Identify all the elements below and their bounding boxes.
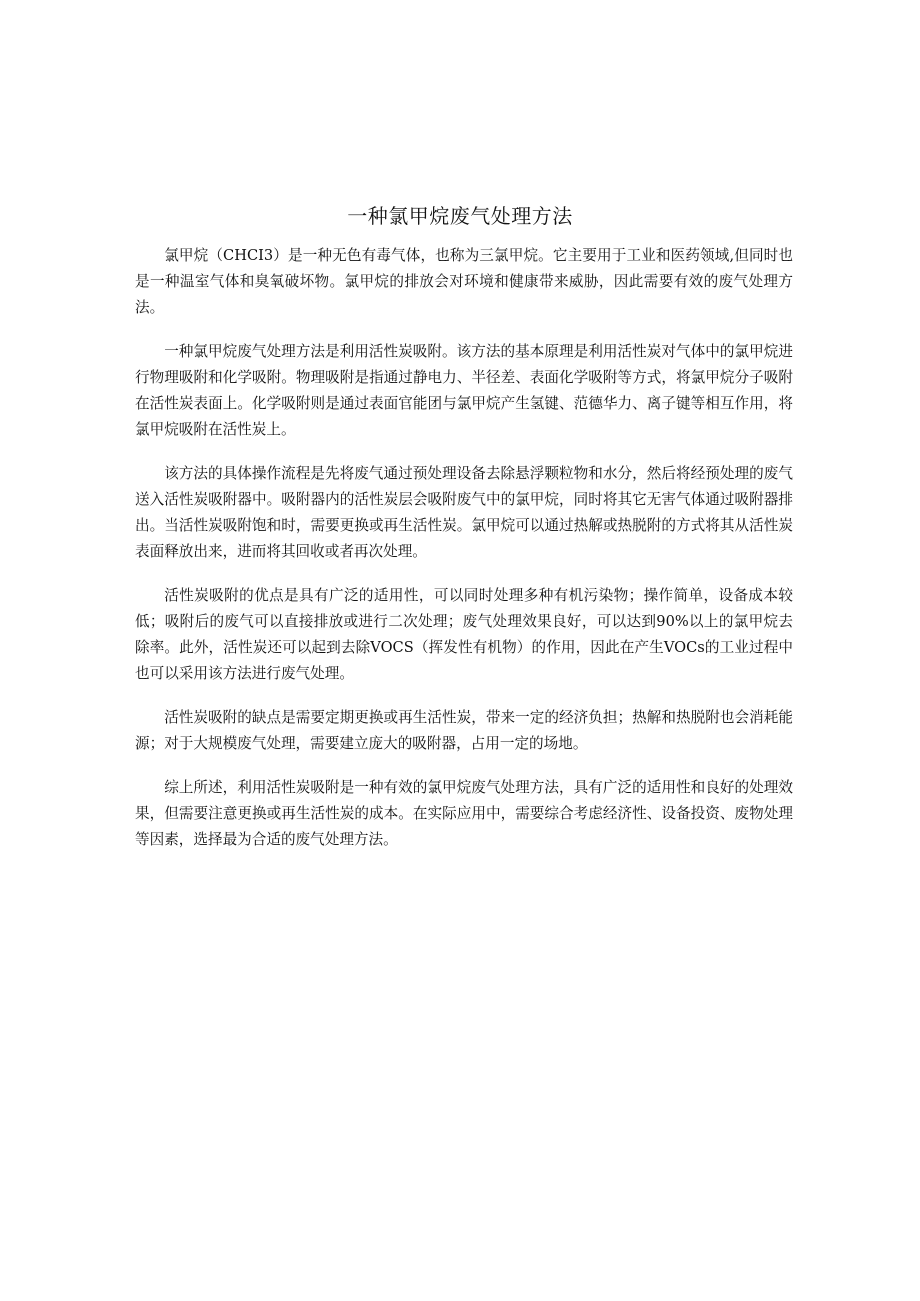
paragraph-method-principle: 一种氯甲烷废气处理方法是利用活性炭吸附。该方法的基本原理是利用活性炭对气体中的氯甲烷进行物理吸附和化学吸附。物理吸附是指通过静电力、半径差、表面化学吸附等方式，将氯甲烷分子吸附在活性炭表面上。化学吸附则是通过表面官能团与氯甲烷产生氢键、范德华力、离子键等相互作用，将氯甲烷吸附在活性炭上。 <box>135 343 793 438</box>
paragraph-conclusion: 综上所述，利用活性炭吸附是一种有效的氯甲烷废气处理方法，具有广泛的适用性和良好的处理效果，但需要注意更换或再生活性炭的成本。在实际应用中，需要综合考虑经济性、设备投资、废物处理等因素，选择最为合适的废气处理方法。 <box>135 779 793 848</box>
paragraph-disadvantages: 活性炭吸附的缺点是需要定期更换或再生活性炭，带来一定的经济负担；热解和热脱附也会消耗能源；对于大规模废气处理，需要建立庞大的吸附器，占用一定的场地。 <box>135 709 793 752</box>
document-body <box>135 243 793 871</box>
paragraph-operation-process: 该方法的具体操作流程是先将废气通过预处理设备去除悬浮颗粒物和水分，然后将经预处理的废气送入活性炭吸附器中。吸附器内的活性炭层会吸附废气中的氯甲烷，同时将其它无害气体通过吸附器排出。当活性炭吸附饱和时，需要更换或再生活性炭。氯甲烷可以通过热解或热脱附的方式将其从活性炭表面释放出来，进而将其回收或者再次处理。 <box>135 465 793 560</box>
document-title: 一种氯甲烷废气处理方法 <box>347 204 573 228</box>
paragraph-advantages: 活性炭吸附的优点是具有广泛的适用性，可以同时处理多种有机污染物；操作简单，设备成本较低；吸附后的废气可以直接排放或进行二次处理；废气处理效果良好，可以达到90%以上的氯甲烷去除率。此外，活性炭还可以起到去除VOCS（挥发性有机物）的作用，因此在产生VOCs的工业过程中也可以采用该方法进行废气处理。 <box>135 587 793 682</box>
paragraph-intro: 氯甲烷（CHCI3）是一种无色有毒气体，也称为三氯甲烷。它主要用于工业和医药领域,但同时也是一种温室气体和臭氧破坏物。氯甲烷的排放会对环境和健康带来威胁，因此需要有效的废气处理方法。 <box>135 247 793 316</box>
